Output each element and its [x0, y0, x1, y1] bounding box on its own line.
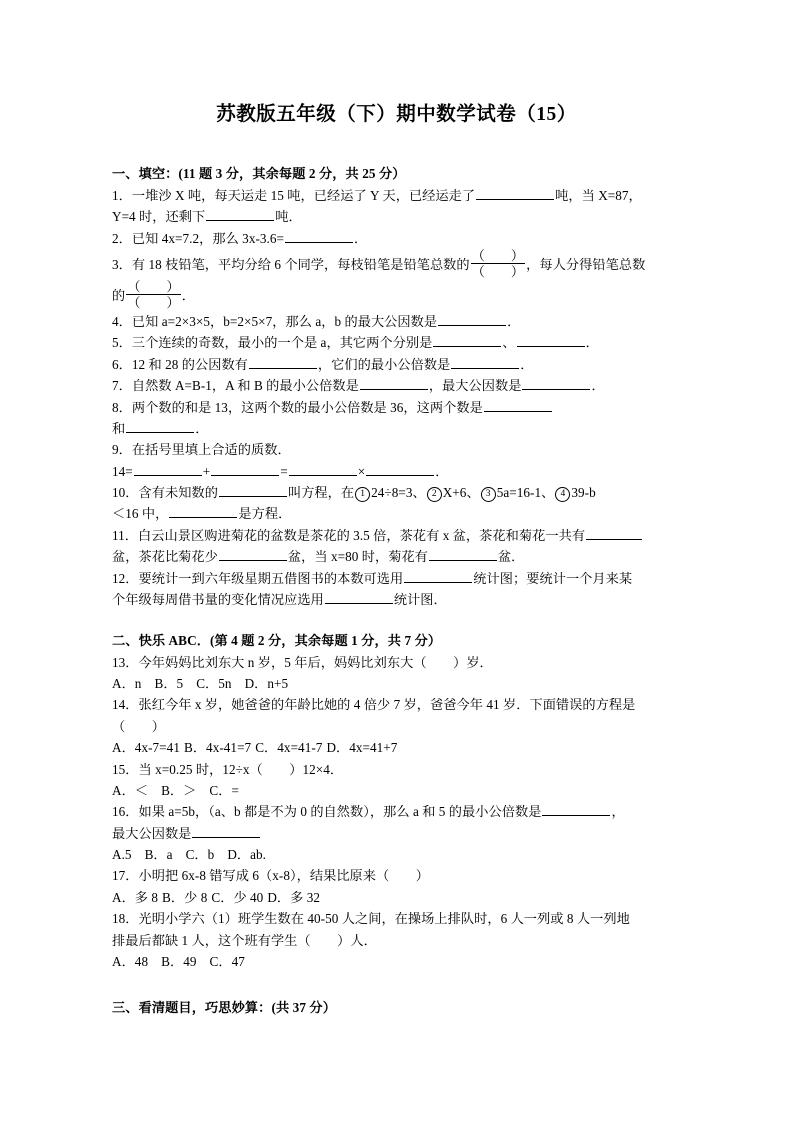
- answer-blank[interactable]: [206, 207, 274, 221]
- answer-blank[interactable]: [404, 568, 472, 582]
- option-a[interactable]: A．n: [112, 676, 142, 692]
- answer-blank[interactable]: [433, 333, 501, 347]
- question-9-text-e: ×: [357, 463, 366, 479]
- question-5: [112, 332, 681, 353]
- option-b[interactable]: B．4x‐41=7: [183, 740, 252, 756]
- question-12-text-d: 统计图．: [393, 591, 447, 607]
- question-11-text-b: 盆，茶花比菊花少: [112, 549, 218, 565]
- option-c[interactable]: C．5n: [196, 676, 232, 692]
- question-10-item-1: 24÷8=3、: [371, 485, 426, 500]
- answer-blank[interactable]: [126, 418, 194, 432]
- option-a[interactable]: A．多 8: [112, 889, 159, 905]
- question-6-text-b: ，它们的最小公倍数是: [317, 356, 451, 372]
- answer-blank[interactable]: [192, 823, 260, 837]
- answer-blank[interactable]: [366, 461, 434, 475]
- question-4-text-b: ．: [507, 314, 521, 329]
- question-12-text-c: 个年级每周借书量的变化情况应选用: [112, 591, 324, 607]
- question-1-text-a: 1．一堆沙 X 吨，每天运走 15 吨，已经运了 Y 天，已经运走了: [112, 187, 476, 203]
- circled-number-1-icon: 1: [355, 487, 370, 502]
- fraction-blank[interactable]: $\frac{( )}{( )}$: [127, 279, 180, 311]
- answer-blank[interactable]: [438, 312, 506, 326]
- question-12-text-b: 统计图；要统计一个月来某: [473, 570, 633, 586]
- question-1: [112, 185, 681, 228]
- question-17-options: [112, 887, 681, 908]
- question-9-text-d: =: [280, 463, 288, 479]
- question-11: [112, 525, 681, 568]
- section-heading-computation: 三、看清题目，巧思妙算：(共 37 分）: [112, 1000, 336, 1016]
- question-6-text-c: ．: [520, 356, 534, 372]
- question-2: [112, 228, 681, 249]
- option-b[interactable]: B．少 8: [162, 889, 208, 905]
- question-3: [112, 249, 681, 311]
- circled-number-2-icon: 2: [427, 487, 442, 502]
- question-10-item-2: X+6、: [442, 485, 480, 500]
- answer-blank[interactable]: [517, 333, 585, 347]
- option-c[interactable]: C．=: [209, 782, 239, 798]
- answer-blank[interactable]: [219, 483, 287, 497]
- question-14-text-a: 14．张红今年 x 岁，她爸爸的年龄比她的 4 倍少 7 岁，爸爸今年 41 岁．下面错误的方程是: [112, 697, 636, 713]
- question-9: [112, 439, 681, 482]
- question-11-text-a: 11．白云山景区购进菊花的盆数是茶花的 3.5 倍，茶花有 x 盆，茶花和菊花一共有: [112, 527, 586, 543]
- question-15: 15．当 x=0.25 时，12÷x（ ）12×4．: [112, 761, 344, 777]
- option-c[interactable]: C．少 40: [211, 889, 264, 905]
- answer-blank[interactable]: [249, 354, 317, 368]
- question-16-options: [112, 844, 681, 865]
- answer-blank[interactable]: [219, 547, 287, 561]
- section-heading-multiple-choice: 二、快乐 ABC．(第 4 题 2 分，其余每题 1 分，共 7 分）: [112, 633, 442, 649]
- question-9-text-c: +: [202, 463, 211, 479]
- option-d[interactable]: D．n+5: [244, 676, 289, 692]
- question-8-text-b: 和: [112, 420, 126, 436]
- question-4-text-a: 4．已知 a=2×3×5，b=2×5×7，那么 a，b 的最大公因数是: [112, 314, 438, 329]
- question-5-text-b: 、: [502, 335, 516, 351]
- page-title: 苏教版五年级（下）期中数学试卷（15）: [216, 104, 577, 125]
- question-1-text-b: 吨，当 X=87，: [555, 187, 642, 203]
- answer-blank[interactable]: [325, 589, 393, 603]
- question-12: [112, 568, 681, 611]
- option-d[interactable]: D．多 32: [267, 889, 321, 905]
- question-5-text-c: ．: [585, 335, 599, 351]
- answer-blank[interactable]: [476, 185, 554, 199]
- question-12-text-a: 12．要统计一到六年级星期五借图书的本数可选用: [112, 570, 404, 586]
- question-15-options: [112, 780, 681, 801]
- question-14: [112, 694, 681, 737]
- question-7: [112, 375, 681, 396]
- option-d[interactable]: D．ab.: [227, 847, 267, 863]
- question-7-text-a: 7．自然数 A=B‐1，A 和 B 的最小公倍数是: [112, 378, 359, 394]
- question-18-options: [112, 951, 681, 972]
- option-c[interactable]: C．47: [209, 953, 245, 969]
- question-18-text-a: 18．光明小学六（1）班学生数在 40‐50 人之间，在操场上排队时，6 人一列或 8 人一列地: [112, 911, 630, 927]
- answer-blank[interactable]: [285, 228, 353, 242]
- option-a[interactable]: A.5: [112, 847, 132, 863]
- question-8: [112, 397, 681, 440]
- question-17: 17．小明把 6x‐8 错写成 6（x‐8），结果比原来（ ）: [112, 868, 429, 884]
- question-8-text-c: ．: [195, 420, 209, 436]
- answer-blank[interactable]: [169, 504, 237, 518]
- question-18: [112, 908, 681, 951]
- option-c[interactable]: C．b: [185, 847, 215, 863]
- question-10-text-a: 10．含有未知数的: [112, 485, 218, 500]
- question-8-text-a: 8．两个数的和是 13，这两个数的最小公倍数是 36，这两个数是: [112, 399, 483, 415]
- option-a[interactable]: A．＜: [112, 782, 149, 798]
- question-9-text-b: 14=: [112, 463, 133, 479]
- question-5-text-a: 5．三个连续的奇数，最小的一个是 a，其它两个分别是: [112, 335, 433, 351]
- question-6-text-a: 6．12 和 28 的公因数有: [112, 356, 248, 372]
- question-14-options: [112, 737, 681, 758]
- question-10-item-3: 5a=16‐1、: [496, 485, 555, 500]
- question-6: [112, 354, 681, 375]
- option-a[interactable]: A．4x‐7=41: [112, 740, 180, 756]
- question-4: [112, 311, 681, 332]
- answer-blank[interactable]: [451, 354, 519, 368]
- circled-number-3-icon: 3: [481, 487, 496, 502]
- question-10: [112, 482, 681, 525]
- question-1-text-c: Y=4 时，还剩下: [112, 209, 206, 225]
- section-heading-fill-in-blanks: 一、填空：(11 题 3 分，其余每题 2 分，共 25 分）: [112, 166, 406, 182]
- question-7-text-b: ，最大公因数是: [428, 378, 522, 394]
- question-14-text-b: （ ）: [112, 718, 165, 734]
- answer-blank[interactable]: [522, 376, 590, 390]
- question-3-text-d: ．: [181, 287, 195, 303]
- question-3-text-b: ，每人分得铅笔总数: [526, 256, 646, 272]
- option-b[interactable]: B．49: [161, 953, 197, 969]
- answer-blank[interactable]: [484, 397, 552, 411]
- option-d[interactable]: D．4x=41+7: [326, 740, 398, 756]
- answer-blank[interactable]: [586, 525, 642, 539]
- question-16: [112, 801, 681, 844]
- question-13: 13．今年妈妈比刘东大 n 岁，5 年后，妈妈比刘东大（ ）岁．: [112, 654, 493, 670]
- option-b[interactable]: B．5: [154, 676, 184, 692]
- option-b[interactable]: B．a: [144, 847, 173, 863]
- question-10-text-b: 叫方程，在: [287, 485, 355, 500]
- question-3-text-c: 的: [112, 287, 126, 303]
- option-c[interactable]: C．4x=41‐7: [255, 740, 323, 756]
- answer-blank[interactable]: [360, 376, 428, 390]
- question-9-text-f: ．: [435, 463, 449, 479]
- question-3-text-a: 3．有 18 枝铅笔，平均分给 6 个同学，每枝铅笔是铅笔总数的: [112, 256, 470, 272]
- question-10-text-c: ＜16 中，: [112, 506, 169, 522]
- question-1-text-d: 吨．: [275, 209, 302, 225]
- question-7-text-c: ．: [591, 378, 605, 394]
- question-2-text-a: 2．已知 4x=7.2，那么 3x‐3.6=: [112, 230, 285, 246]
- fraction-blank[interactable]: $\frac{( )}{( )}$: [471, 248, 525, 280]
- circled-number-4-icon: 4: [555, 487, 570, 502]
- question-9-text-a: 9．在括号里填上合适的质数．: [112, 442, 291, 458]
- question-11-text-c: 盆，当 x=80 时，菊花有: [287, 549, 428, 565]
- question-13-options: [112, 673, 681, 694]
- answer-blank[interactable]: [134, 461, 202, 475]
- option-a[interactable]: A．48: [112, 953, 149, 969]
- answer-blank[interactable]: [542, 802, 610, 816]
- answer-blank[interactable]: [211, 461, 279, 475]
- question-16-text-c: 最大公因数是: [112, 825, 192, 841]
- question-18-text-b: 排最后都缺 1 人，这个班有学生（ ）人．: [112, 932, 377, 948]
- question-2-text-b: ．: [354, 230, 368, 246]
- question-11-text-d: 盆．: [497, 549, 525, 565]
- question-10-text-d: 是方程．: [238, 506, 292, 522]
- answer-blank[interactable]: [289, 461, 357, 475]
- question-16-text-b: ，: [611, 804, 625, 820]
- question-10-item-4: 39‐b: [571, 485, 596, 500]
- answer-blank[interactable]: [429, 547, 497, 561]
- option-b[interactable]: B．＞: [161, 782, 197, 798]
- question-16-text-a: 16．如果 a=5b，（a、b 都是不为 0 的自然数），那么 a 和 5 的最小公倍数是: [112, 804, 542, 820]
